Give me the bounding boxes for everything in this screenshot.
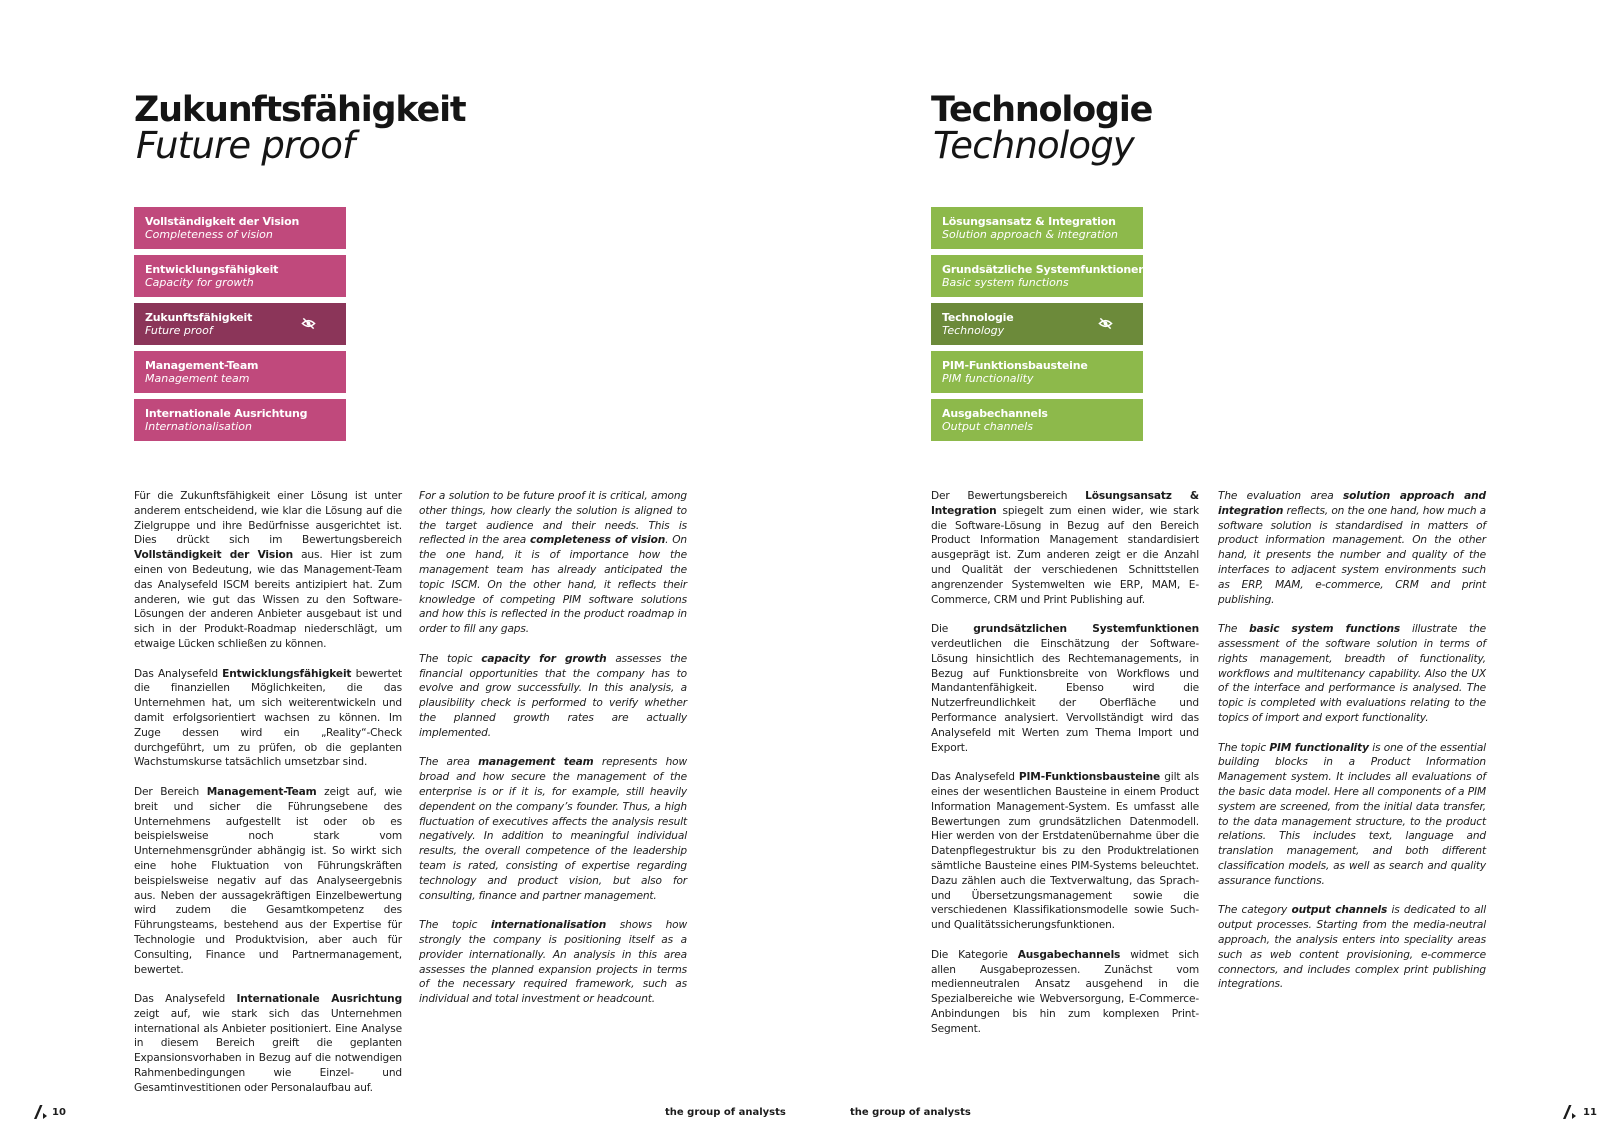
brand-logo-icon (1562, 1104, 1578, 1120)
bold-term: grundsätzlichen Systemfunktionen (973, 623, 1200, 636)
category-list (134, 207, 346, 447)
paragraph: The topic capacity for growth assesses the financial opportunities that the company has to evolve and grow successfully. In this analysis, a plausibility check is performed to verify whether the planned growth rates are actually implemented. (419, 652, 687, 739)
paragraph: Die grundsätzlichen Systemfunktionen verdeutlichen die Einschätzung der Software-Lösung hinsichtlich des Rechtemanagements, in Bezug auf Funktionsbreite von Workflows und Mandantenfähigkeit. Ebenso wird die Nutzerfreundlichkeit der Oberfläche und Performance analysiert. Vervollständigt wird das Analysefeld mit Werten zum Thema Import und Export. (931, 623, 1200, 754)
paragraph: Der Bewertungsbereich Lösungsansatz & Integration spiegelt zum einen wider, wie stark die Software-Lösung in Bezug auf den Bereich Product Information Management standardisiert ausgeprägt ist. Zum anderen zeigt er die Anzahl und Qualität der verschiedenen Schnittstellen angrenzender Systemwelten wie ERP, MAM, E-Commerce, CRM und Print Publishing auf. (931, 490, 1200, 606)
page-subtitle: Technology (933, 124, 1134, 167)
paragraph: Die Kategorie Ausgabechannels widmet sich allen Ausgabeprozessen. Zunächst vom medienneutralen Ansatz ausgehend in die Spezialbereiche wie Webversorgung, E-Commerce-Anbindungen bis hin zum komplexen Print-Segment. (931, 948, 1200, 1035)
paragraph: The category output channels is dedicated to all output processes. Starting from the media-neutral approach, the analysis enters into speciality areas such as web content provisioning, e-commerce connectors, and includes complex print publishing integrations. (1218, 904, 1486, 991)
category-label-de: Ausgabechannels (942, 407, 1048, 420)
bold-term: PIM functionality (1269, 741, 1369, 754)
bold-term: Management-Team (206, 785, 317, 798)
paragraph: The area management team represents how broad and how secure the management of the enterprise is or if it is, for example, still heavily dependent on the company’s founder. Thus, a high fluctuation of executives affects the analysis result negatively. In addition to meaningful individual results, the overall competence of the leadership team is rated, consisting of expertise regarding technology and product vision, but also for consulting, finance and partner management. (419, 756, 687, 902)
paragraph: Das Analysefeld PIM-Funktionsbausteine gilt als eines der wesentlichen Bausteine in einem Product Information Management-System. Es umfasst alle Bewertungen zum grundsätzlichen Datenmodell. Hier werden von der Erstdatenübernahme über die Datenpflegestruktur bis zu den Produktrelationen sämtliche Bausteine eines PIM-Systems beleuchtet. Dazu zählen auch die Textverwaltung, das Sprach- und Übersetzungsmanagement sowie die verschiedenen Klassifikationsmodelle sowie Such- und Qualitätssicherungsfunktionen. (931, 771, 1199, 932)
category-label-en: Technology (942, 324, 1005, 337)
category-pim-functionality (931, 351, 1143, 393)
page-number: 10 (52, 1107, 66, 1118)
category-label-de: Management-Team (145, 359, 259, 372)
page-number: 11 (1583, 1107, 1597, 1118)
category-future-proof-active (134, 303, 346, 345)
category-technology-active (931, 303, 1143, 345)
category-management-team (134, 351, 346, 393)
bold-term: basic system functions (1249, 623, 1401, 636)
category-label-de: Zukunftsfähigkeit (145, 311, 253, 324)
bold-term: Entwicklungsfähigkeit (222, 667, 352, 680)
text-column-en (1218, 489, 1486, 1007)
category-label-de: Internationale Ausrichtung (145, 407, 308, 420)
paragraph: Das Analysefeld Entwicklungsfähigkeit bewertet die finanziellen Möglichkeiten, die das Unternehmen hat, um sich weiterentwickeln und damit erfolgsorientiert wachsen zu können. Im Zuge dessen wird ein „Reality“-Check durchgeführt, um zu prüfen, ob die geplanten Wachstumskurse tatsächlich umsetzbar sind. (134, 667, 402, 769)
bold-term: Lösungsansatz & Integration (931, 490, 1200, 517)
bold-term: completeness of vision (529, 534, 666, 547)
paragraph: For a solution to be future proof it is critical, among other things, how clearly the solution is aligned to the target audience and their needs. This is reflected in the area completeness of vision. On the one hand, it is of importance how the management team has already anticipated the topic ISCM. On the other hand, it reflects their knowledge of competing PIM software solutions and how this is reflected in the product roadmap in order to fill any gaps. (419, 490, 687, 636)
category-label-de: Entwicklungsfähigkeit (145, 263, 279, 276)
category-label-en: Management team (145, 372, 250, 385)
category-growth (134, 255, 346, 297)
category-label-en: Output channels (942, 420, 1033, 433)
category-label-de: Technologie (942, 311, 1014, 324)
page-title: Zukunftsfähigkeit (134, 90, 466, 130)
paragraph: The evaluation area solution approach and integration reflects, on the one hand, how much a software solution is standardised in matters of product information management. On the other hand, it presents the number and quality of the interfaces to adjacent system environments such as ERP, MAM, e-commerce, CRM and print publishing. (1218, 490, 1486, 606)
right-page (805, 0, 1610, 1145)
bold-term: output channels (1291, 904, 1388, 917)
eye-off-icon (301, 316, 316, 331)
paragraph: Das Analysefeld Internationale Ausrichtung zeigt auf, wie stark sich das Unternehmen international als Anbieter positioniert. Eine Analyse in diesem Bereich greift die geplanten Expansionsvorhaben in Bezug auf die notwendigen Rahmenbedingungen wie Einzel- und Gesamtinvestitionen oder Personalaufbau auf. (134, 993, 403, 1094)
category-label-en: Future proof (145, 324, 213, 337)
category-list (931, 207, 1146, 447)
category-label-en: Completeness of vision (145, 228, 273, 241)
category-label-de: PIM-Funktionsbausteine (942, 359, 1088, 372)
text-column-de (134, 489, 402, 1110)
eye-off-icon (1098, 316, 1113, 331)
paragraph: The basic system functions illustrate the assessment of the software solution in terms of rights management, breadth of functionality, workflows and multitenancy capability. Also the UX of the interface and performance is analysed. The topic is completed with evaluations relating to the topics of import and export functionality. (1218, 623, 1486, 724)
category-label-de: Vollständigkeit der Vision (145, 215, 300, 228)
paragraph: Der Bereich Management-Team zeigt auf, wie breit und sicher die Führungsebene des Unternehmens aufgestellt ist oder ob es beispielsweise noch stark vom Unternehmensgründer abhängig ist. So wirkt sich eine hohe Fluktuation von Führungskräften beispielsweise negativ auf das Analyseergebnis aus. Neben der aussagekräftigen Einzelbewertung wird zudem die Gesamtkompetenz des Führungsteams, bestehend aus der Expertise für Technologie und Produktvision, aber auch für Consulting, Finance und Partnermanagement, bewertet. (134, 785, 402, 976)
text-column-en (419, 489, 687, 1022)
bold-term: PIM-Funktionsbausteine (1018, 771, 1161, 784)
page-title: Technologie (931, 90, 1153, 130)
footer-brand: the group of analysts (850, 1107, 971, 1118)
category-output-channels (931, 399, 1143, 441)
footer-brand: the group of analysts (665, 1107, 786, 1118)
category-label-en: PIM functionality (942, 372, 1034, 385)
paragraph: The topic PIM functionality is one of the essential building blocks in a Product Information Management system. It includes all evaluations of the basic data model. Here all components of a PIM system are screened, from the initial data transfer, to the data management structure, to the product relations. This includes text, language and translation management, and both different classification models, as well as search and quality assurance functions. (1218, 741, 1486, 887)
page-subtitle: Future proof (136, 124, 355, 167)
bold-term: internationalisation (490, 919, 607, 932)
category-label-de: Lösungsansatz & Integration (942, 215, 1116, 228)
category-solution-approach (931, 207, 1143, 249)
category-vision (134, 207, 346, 249)
category-label-en: Internationalisation (145, 420, 252, 433)
bold-term: Internationale Ausrichtung (236, 993, 403, 1006)
category-basic-system-functions (931, 255, 1146, 297)
category-label-en: Capacity for growth (145, 276, 254, 289)
bold-term: capacity for growth (481, 652, 607, 665)
category-label-en: Solution approach & integration (942, 228, 1119, 241)
category-label-en: Basic system functions (942, 276, 1069, 289)
paragraph: The topic internationalisation shows how strongly the company is positioning itself as a provider internationally. An analysis in this area assesses the planned expansion projects in terms of the necessary required framework, such as individual and total investment or headcount. (419, 919, 687, 1006)
text-column-de (931, 489, 1199, 1051)
brand-logo-icon (33, 1104, 49, 1120)
category-internationalisation (134, 399, 346, 441)
category-label-de: Grundsätzliche Systemfunktionen (942, 263, 1146, 276)
paragraph: Für die Zukunftsfähigkeit einer Lösung ist unter anderem entscheidend, wie klar die Lösung auf die Zielgruppe und ihre Bedürfnisse ausgerichtet ist. Dies drückt sich im Bewertungsbereich Vollständigkeit der Vision aus. Hier ist zum einen von Bedeutung, wie das Management-Team das Analysefeld ISCM bereits antizipiert hat. Zum anderen, wie gut das Wissen zu den Software-Lösungen der anderen Anbieter ausgebaut ist und sich in der Produkt-Roadmap niederschlägt, um etwaige Lücken schließen zu können. (134, 490, 403, 650)
bold-term: management team (478, 756, 594, 769)
bold-term: Vollständigkeit der Vision (134, 549, 294, 562)
bold-term: solution approach and integration (1218, 490, 1486, 517)
bold-term: Ausgabechannels (1017, 948, 1121, 961)
